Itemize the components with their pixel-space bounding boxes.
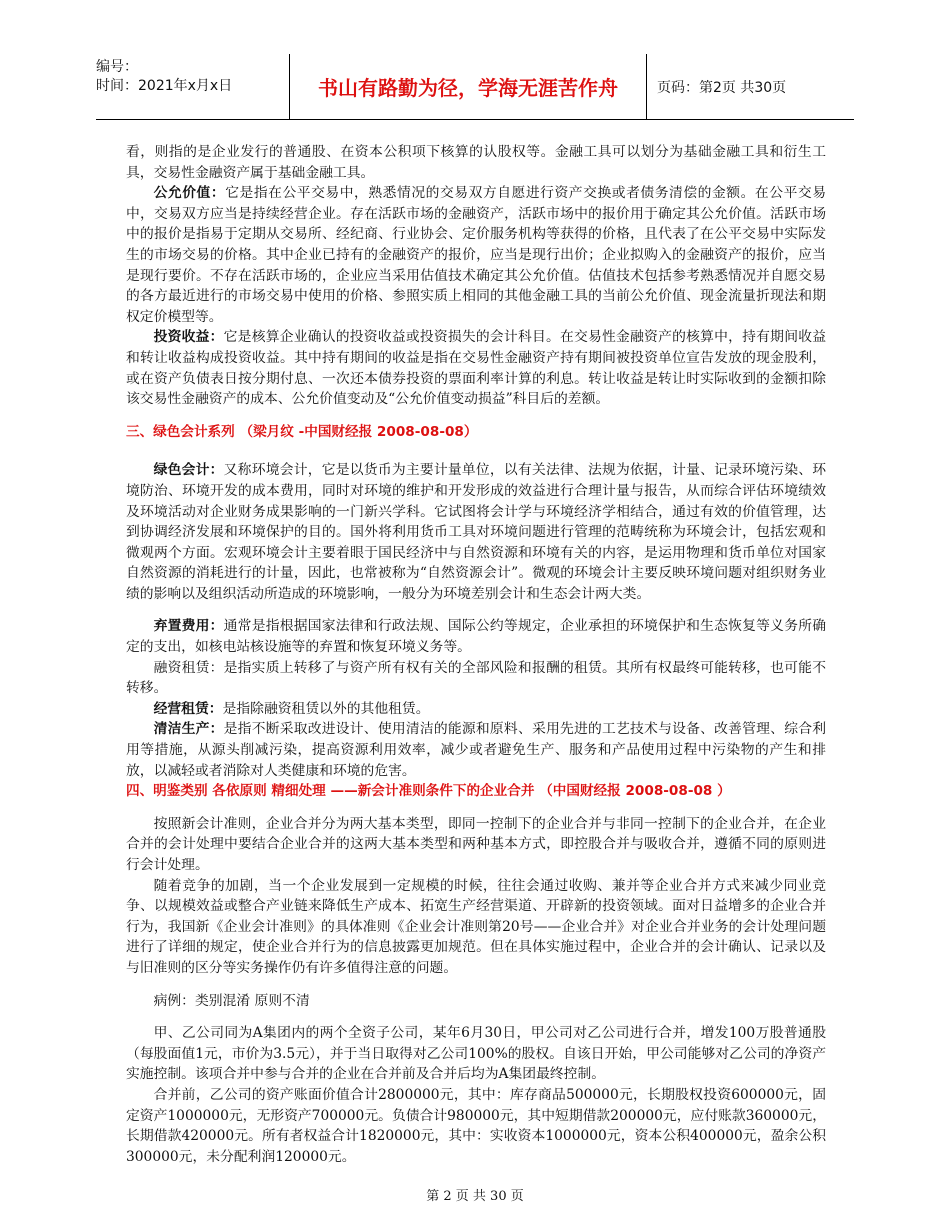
paragraph-disposal-cost [126, 616, 826, 657]
fair-value-text: 它是指在公平交易中，熟悉情况的交易双方自愿进行资产交换或者债务清偿的金额。在公平交易中，交易双方应当是持续经营企业。存在活跃市场的金融资产，活跃市场中的报价用于确定其公允价值。活跃市场中的报价是指易于定期从交易所、经纪商、行业协会、定价服务机构等获得的价格，且代表了在公平交易中实际发生的市场交易的价格。其中企业已持有的金融资产的报价，应当是现行出价；企业拟购入的金融资产的报价，应当是现行要价。不存在活跃市场的，企业应当采用估值技术确定其公允价值。估值技术包括参考熟悉情况并自愿交易的各方最近进行的市场交易中使用的价格、参照实质上相同的其他金融工具的当前公允价值、现金流量折现法和期权定价模型等。 [126, 185, 827, 325]
paragraph-merger-background: 随着竞争的加剧，当一个企业发展到一定规模的时候，往往会通过收购、兼并等企业合并方式来减少同业竞争、以规模效益或整合产业链来降低生产成本、拓宽生产经营渠道、开辟新的投资领域。面对日益增多的企业合并行为，我国新《企业会计准则》的具体准则《企业会计准则第20号——企业合并》对企业合并业务的会计处理问题进行了详细的规定，使企业合并行为的信息披露更加规范。但在具体实施过程中，企业合并的会计确认、记录以及与旧准则的区分等实务操作仍有许多值得注意的问题。 [126, 877, 826, 976]
green-accounting-text: 又称环境会计，它是以货币为主要计量单位，以有关法律、法规为依据，计量、记录环境污染、环境防治、环境开发的成本费用，同时对环境的维护和开发形成的效益进行合理计量与报告，从而综合评估环境绩效及环境活动对企业财务成果影响的一门新兴学科。它试图将会计学与环境经济学相结合，通过有效的价值管理，达到协调经济发展和环境保护的目的。国外将利用货币工具对环境问题进行管理的范畴统称为环境会计，包括宏观和微观两个方面。宏观环境会计主要着眼于国民经济中与自然资源和环境有关的内容，是运用物理和货币单位对国家自然资源的消耗进行的计量，因此，也常被称为“自然资源会计”。微观的环境会计主要反映环境问题对组织财务业绩的影响以及组织活动所造成的环境影响，一般分为环境差别会计和生态会计两大类。 [126, 462, 827, 602]
term-disposal-cost: 弃置费用： [153, 618, 224, 635]
clean-production-text: 是指不断采取改进设计、使用清洁的能源和原料、采用先进的工艺技术与设备、改善管理、综合利用等措施，从源头削减污染，提高资源利用效率，减少或者避免生产、服务和产品使用过程中污染物的产生和排放，以减轻或者消除对人类健康和环境的危害。 [126, 721, 827, 779]
page-header [96, 54, 854, 120]
paragraph-merger-types: 按照新会计准则，企业合并分为两大基本类型，即同一控制下的企业合并与非同一控制下的企业合并，在企业合并的会计处理中要结合企业合并的这两大基本类型和两种基本方式，即控股合并与吸收合并，遵循不同的原则进行会计处理。 [126, 815, 826, 873]
investment-income-text: 它是核算企业确认的投资收益或投资损失的会计科目。在交易性金融资产的核算中，持有期间收益和转让收益构成投资收益。其中持有期间的收益是指在交易性金融资产持有期间被投资单位宣告发放的现金股利，或在资产负债表日按分期付息、一次还本债券投资的票面利率计算的利息。转让收益是转让时实际收到的金额扣除该交易性金融资产的成本、公允价值变动及“公允价值变动损益”科目后的差额。 [126, 329, 827, 408]
paragraph-operating-lease [126, 699, 826, 720]
spacer [126, 442, 826, 460]
paragraph-green-accounting [126, 460, 826, 604]
paragraph-finance-lease: 融资租赁：是指实质上转移了与资产所有权有关的全部风险和报酬的租赁。其所有权最终可能转移，也可能不转移。 [126, 659, 826, 697]
disposal-cost-text: 通常是指根据国家法律和行政法规、国际公约等规定，企业承担的环境保护和生态恢复等义务所确定的支出，如核电站核设施等的弃置和恢复环境义务等。 [126, 618, 827, 656]
term-operating-lease: 经营租赁： [153, 700, 223, 717]
paragraph-clean-production [126, 719, 826, 781]
time-label: 时间：2021年x月x日 [96, 78, 233, 94]
header-page-label: 页码：第2页 共30页 [647, 54, 854, 120]
page-footer: 第 2 页 共 30 页 [426, 1189, 524, 1204]
paragraph-case-description: 甲、乙公司同为A集团内的两个全资子公司，某年6月30日，甲公司对乙公司进行合并，增发100万股普通股（每股面值1元，市价为3.5元），并于当日取得对乙公司100%的股权。自该日开始，甲公司能够对乙公司的净资产实施控制。该项合并中参与合并的企业在合并前及合并后均为A集团最终控制。 [126, 1025, 826, 1083]
spacer [126, 1011, 826, 1023]
spacer [126, 410, 826, 422]
paragraph-case-title: 病例：类别混淆 原则不清 [153, 992, 310, 1009]
number-label: 编号： [96, 59, 138, 75]
spacer [126, 802, 826, 814]
section-heading-3: 三、绿色会计系列 （梁月纹 -中国财经报 2008-08-08） [126, 423, 478, 440]
paragraph-investment-income [126, 327, 826, 409]
paragraph-1: 看，则指的是企业发行的普通股、在资本公积项下核算的认股权等。金融工具可以划分为基础金融工具和衍生工具，交易性金融资产属于基础金融工具。 [126, 144, 826, 181]
paragraph-fair-value [126, 183, 826, 327]
paragraph-pre-merger-balances: 合并前，乙公司的资产账面价值合计2800000元，其中：库存商品500000元，长期股权投资600000元，固定资产1000000元，无形资产700000元。负债合计980000元，其中短期借款200000元，应付账款360000元，长期借款420000元。所有者权益合计1820000元，其中：实收资本1000000元，资本公积400000元，盈余公积300000元，未分配利润120000元。 [126, 1086, 826, 1165]
operating-lease-text: 是指除融资租赁以外的其他租赁。 [222, 700, 430, 717]
section-heading-4: 四、明鉴类别 各依原则 精细处理 ——新会计准则条件下的企业合并 （中国财经报 2008-08-08 ） [126, 783, 731, 800]
header-meta [96, 54, 289, 120]
spacer [126, 979, 826, 991]
term-green-accounting: 绿色会计： [153, 462, 224, 479]
term-fair-value: 公允价值： [153, 185, 226, 202]
term-investment-income: 投资收益： [153, 329, 224, 346]
spacer [126, 604, 826, 616]
term-clean-production: 清洁生产： [153, 721, 224, 738]
document-body [126, 142, 826, 1167]
header-motto: 书山有路勤为径，学海无涯苦作舟 [289, 54, 647, 120]
